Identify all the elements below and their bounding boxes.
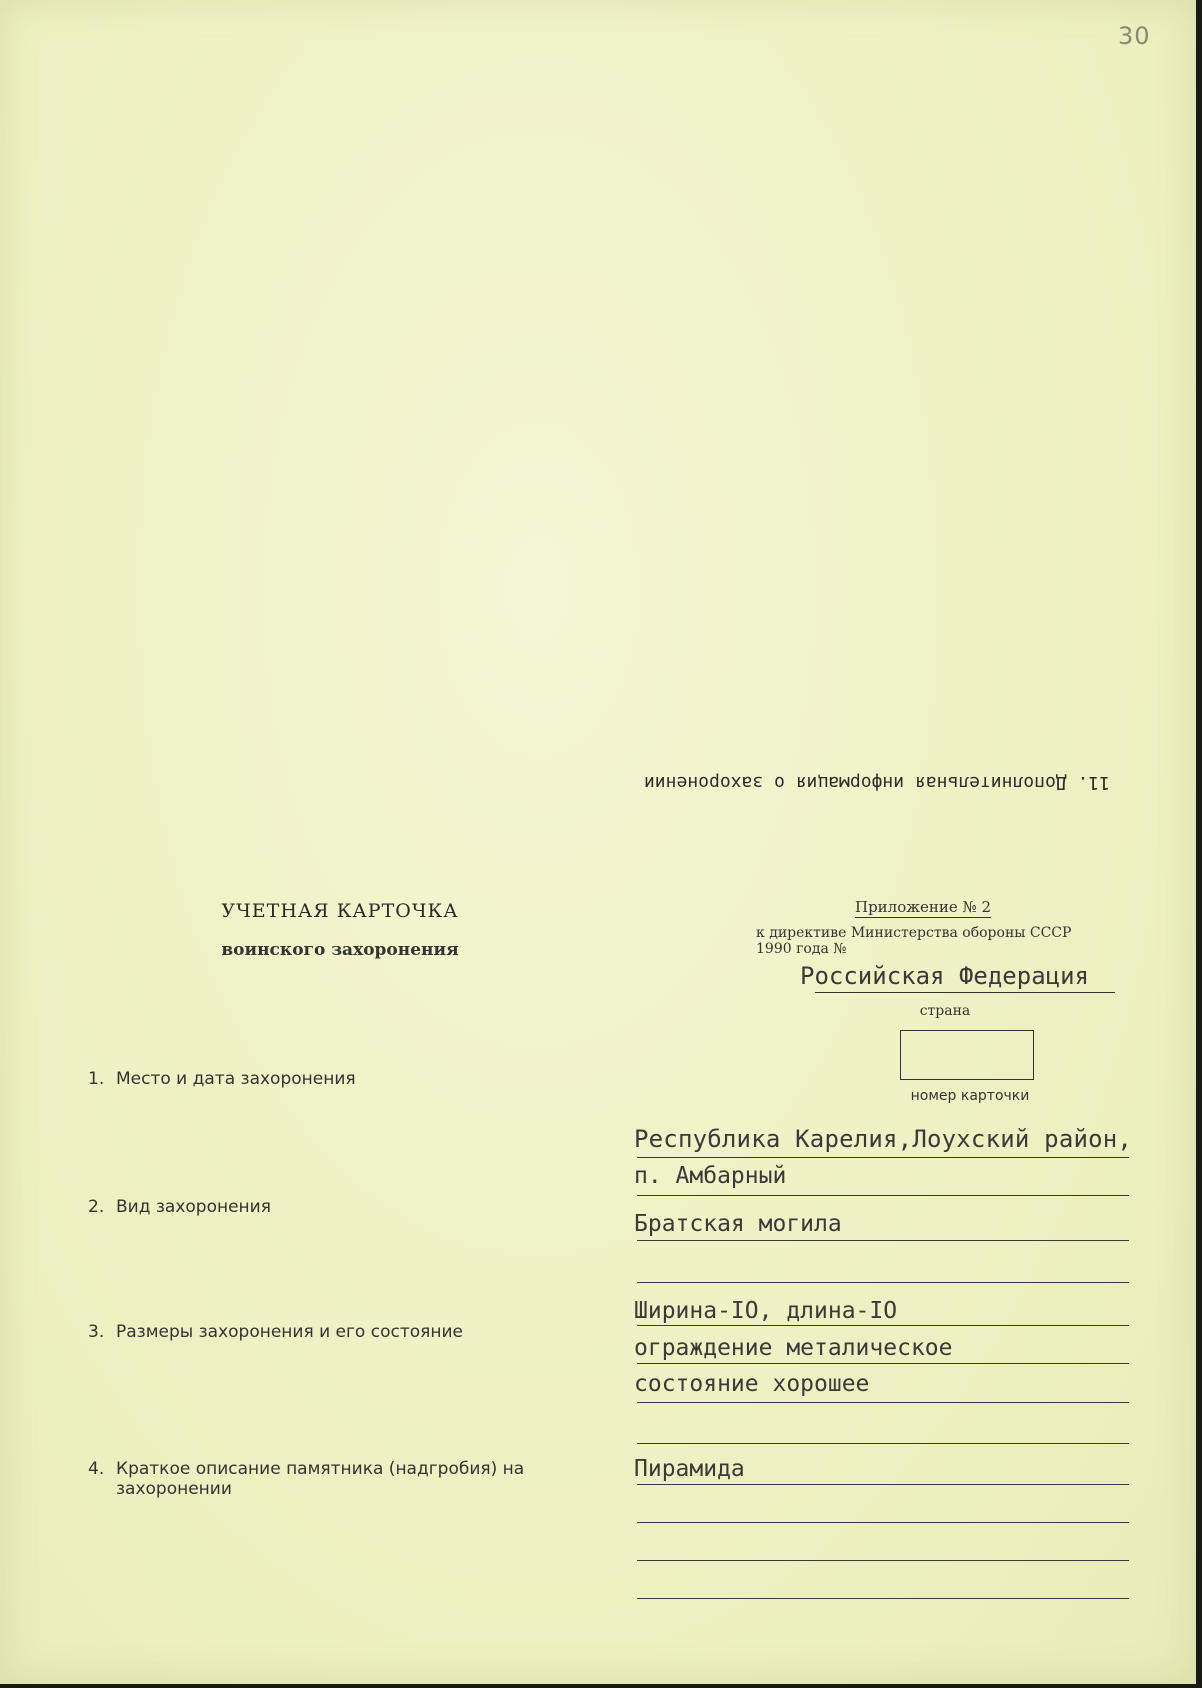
field-1-value-line-1: Республика Карелия,Лоухский район, (634, 1125, 1133, 1153)
field-2-label-text: Вид захоронения (116, 1197, 271, 1217)
field-1-fill-line-2 (637, 1195, 1129, 1196)
field-3-fill-line-1 (637, 1325, 1129, 1326)
field-4-fill-line-3 (637, 1560, 1129, 1561)
field-3-label (88, 1322, 463, 1342)
field-4-label-text: Краткое описание памятника (надгробия) на (116, 1459, 525, 1479)
country-caption: страна (919, 1003, 971, 1019)
card-title: УЧЕТНАЯ КАРТОЧКА (221, 900, 459, 922)
field-3-value-line-1: Ширина-IO, длина-IO (634, 1298, 898, 1324)
field-1-label-text: Место и дата захоронения (116, 1069, 356, 1089)
field-4-label (88, 1459, 524, 1499)
field-2-label (88, 1197, 271, 1217)
field-3-fill-line-2 (637, 1363, 1129, 1364)
field-4-fill-line-4 (637, 1598, 1129, 1599)
field-2-fill-line-1 (637, 1240, 1129, 1241)
field-1-fill-line-1 (637, 1157, 1129, 1158)
field-4-value-line-1: Пирамида (634, 1456, 745, 1482)
field-4-number: 4. (88, 1459, 105, 1479)
directive-line-2: 1990 года № (756, 941, 847, 957)
appendix-label: Приложение № 2 (855, 898, 992, 916)
field-3-fill-line-4 (637, 1443, 1129, 1444)
field-3-value-line-3: состояние хорошее (634, 1371, 870, 1397)
reverse-side-heading: 11. Дополнительная информация о захоронении (644, 772, 1110, 793)
directive-reference (756, 925, 1136, 957)
card-number-box (900, 1030, 1034, 1080)
page-number: 30 (1118, 22, 1151, 50)
field-2-fill-line-2 (637, 1282, 1129, 1283)
country-value: Российская Федерация (800, 962, 1089, 990)
field-3-number: 3. (88, 1322, 105, 1342)
field-3-fill-line-3 (637, 1402, 1129, 1403)
field-1-value-line-2: п. Амбарный (634, 1163, 787, 1189)
country-underline (815, 992, 1115, 993)
field-2-number: 2. (88, 1197, 105, 1217)
field-4-label-continuation: захоронении (116, 1479, 232, 1499)
field-1-label (88, 1069, 356, 1089)
field-1-number: 1. (88, 1069, 105, 1089)
card-subtitle: воинского захоронения (221, 940, 459, 960)
card-number-caption: номер карточки (910, 1088, 1030, 1104)
field-2-value-line-1: Братская могила (634, 1211, 842, 1237)
field-3-label-text: Размеры захоронения и его состояние (116, 1322, 463, 1342)
field-4-fill-line-2 (637, 1522, 1129, 1523)
field-3-value-line-2: ограждение металическое (634, 1335, 953, 1361)
directive-line-1: к директиве Министерства обороны СССР (756, 925, 1072, 941)
field-4-fill-line-1 (637, 1484, 1129, 1485)
